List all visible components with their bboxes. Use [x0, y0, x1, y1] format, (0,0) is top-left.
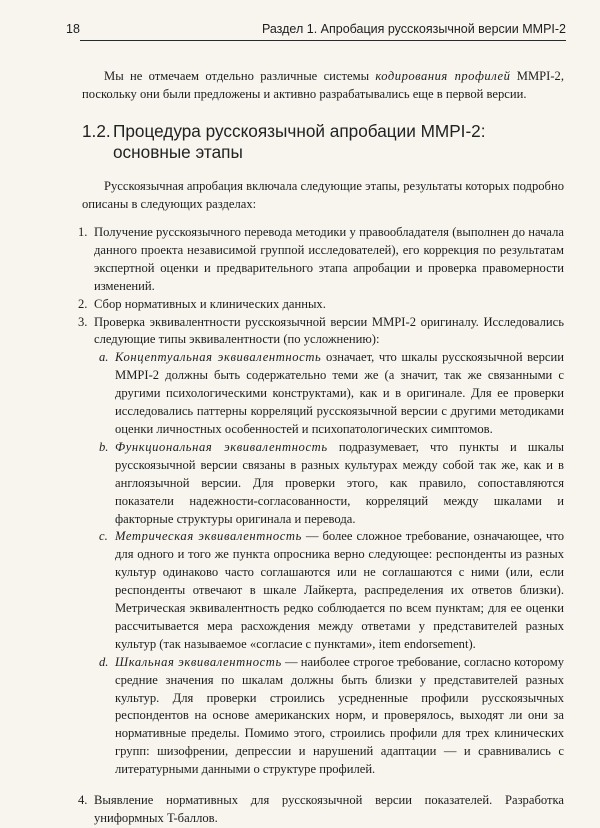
term-functional: Функциональная эквивалентность: [115, 439, 328, 454]
running-title: Раздел 1. Апробация русскоязычной версии MMPI-2: [261, 22, 566, 36]
equivalence-sublist: [94, 349, 564, 779]
term-scalar: Шкальная эквивалентность: [115, 654, 282, 669]
section-heading: [82, 121, 570, 163]
sublist-item: c. Метрическая эквивалентность — более сложное требование, означающее, что для одного и того же пункта опросника верно следующее: респонденты из разных культур одинаково часто соглашаются или не соглашаются с ними (или, если респонденты отвечают в шкале Лайкерта, распределения их ответов близки). Метрическая эквивалентность редко соблюдается по всем пунктам; для ее оценки рассчитывается мера расхождения между ответами у представителей разных культур (так называемое «согласие с пунктами», item endorsement).: [99, 529, 564, 651]
sublist-item: d. Шкальная эквивалентность — наиболее строгое требование, согласно которому средние значения по шкалам должны быть близки у представителей разных культур. Для проверки строились усредненные профили русскоязычных респондентов на основе американских норм, и проверялось, выходят ли они за нормативные пределы. Помимо этого, строились профили для трех клинических групп: шизофрении, депрессии и нарушений адаптации — и сравнивались с литературными данными о структуре профилей.: [99, 654, 564, 777]
list-item: 4. Выявление нормативных для русскоязычной версии показателей. Разработка униформных T-баллов.: [78, 793, 564, 825]
intro-italic-term: кодирования профилей: [375, 69, 511, 83]
section-number: 1.2.: [82, 121, 111, 141]
intro-paragraph: Мы не отмечаем отдельно различные системы кодирования профилей MMPI-2, поскольку они были предложены и активно разрабатывались еще в первой версии.: [82, 69, 564, 101]
numbered-list: [78, 224, 564, 828]
page-number: 18: [66, 22, 80, 36]
term-metric: Метрическая эквивалентность: [115, 529, 302, 544]
lead-paragraph: Русскоязычная апробация включала следующие этапы, результаты которых подробно описаны в следующих разделах:: [82, 179, 564, 211]
list-item: 2. Сбор нормативных и клинических данных.: [78, 296, 326, 311]
term-conceptual: Концептуальная эквивалентность: [115, 350, 322, 365]
sublist-item: a. Концептуальная эквивалентность означает, что шкалы русскоязычной версии MMPI-2 должны быть содержательно теми же (а значит, так же связанными с другими психологическими конструктами), как и в оригинале. Для ее проверки исследовались паттерны корреляций русскоязычной версии с другими методиками оценки личностных особенностей и психопатологических симптомов.: [99, 350, 564, 436]
running-header: [66, 22, 566, 41]
sublist-item: b. Функциональная эквивалентность подразумевает, что пункты и шкалы русскоязычной версии связаны в разных культурах между собой так же, как и в англоязычной версии. Для проверки этого, как правило, сопоставляются показатели надежности-согласованности, корреляций между шкалами и факторные структуры оригинала и перевода.: [99, 439, 564, 526]
section-title-line2: основные этапы: [113, 142, 243, 162]
list-item: 1. Получение русскоязычного перевода методики у правообладателя (выполнен до начала данного проекта независимой группой исследователей), его коррекция по результатам экспертной оценки и предварительного этапа апробации и проверка правомерности изменений.: [78, 225, 564, 293]
list-item: 3. Проверка эквивалентности русскоязычной версии MMPI-2 оригиналу. Исследовались следующие типы эквивалентности (по усложнению): a. Концептуальная эквивалентность означает, что шкалы русскоязычной версии MMPI-2 должны быть содержательно теми же (а значит, так же связанными с другими психологическими конструктами), как и в оригинале. Для ее проверки исследовались паттерны корреляций русскоязычной версии с другими методиками оценки личностных особенностей и психопатологических симптомов. b. Функциональная эквивалентность подразумевает, что пункты и шкалы русскоязычной версии связаны в разных культурах между собой так же, как и в англоязычной версии. Для проверки этого, как правило, сопоставляются показатели надежности-согласованности, корреляций между шкалами и факторные структуры оригинала и перевода. c. Метрическая эквивалентность — более сложное требование, означающее, что для одного и того же пункта опросника верно следующее: респонденты из разных культур одинаково часто соглашаются или не соглашаются с ними (или, если респонденты отвечают в шкале Лайкерта, распределения их ответов близки). Метрическая эквивалентность редко соблюдается по всем пунктам; для ее оценки рассчитывается мера расхождения между ответами у представителей разных культур (так называемое «согласие с пунктами», item endorsement). d. Шкальная эквивалентность — наиболее строгое требование, согласно которому средние значения по шкалам должны быть близки у представителей разных культур. Для проверки строились усредненные профили русскоязычных респондентов на основе американских норм, и проверялось, выходят ли они за нормативные пределы. Помимо этого, строились профили для трех клинических групп: шизофрении, депрессии и нарушений адаптации — и сравнивались с литературными данными о структуре профилей.: [78, 314, 564, 780]
section-title-line1: Процедура русскоязычной апробации MMPI-2:: [113, 121, 486, 141]
